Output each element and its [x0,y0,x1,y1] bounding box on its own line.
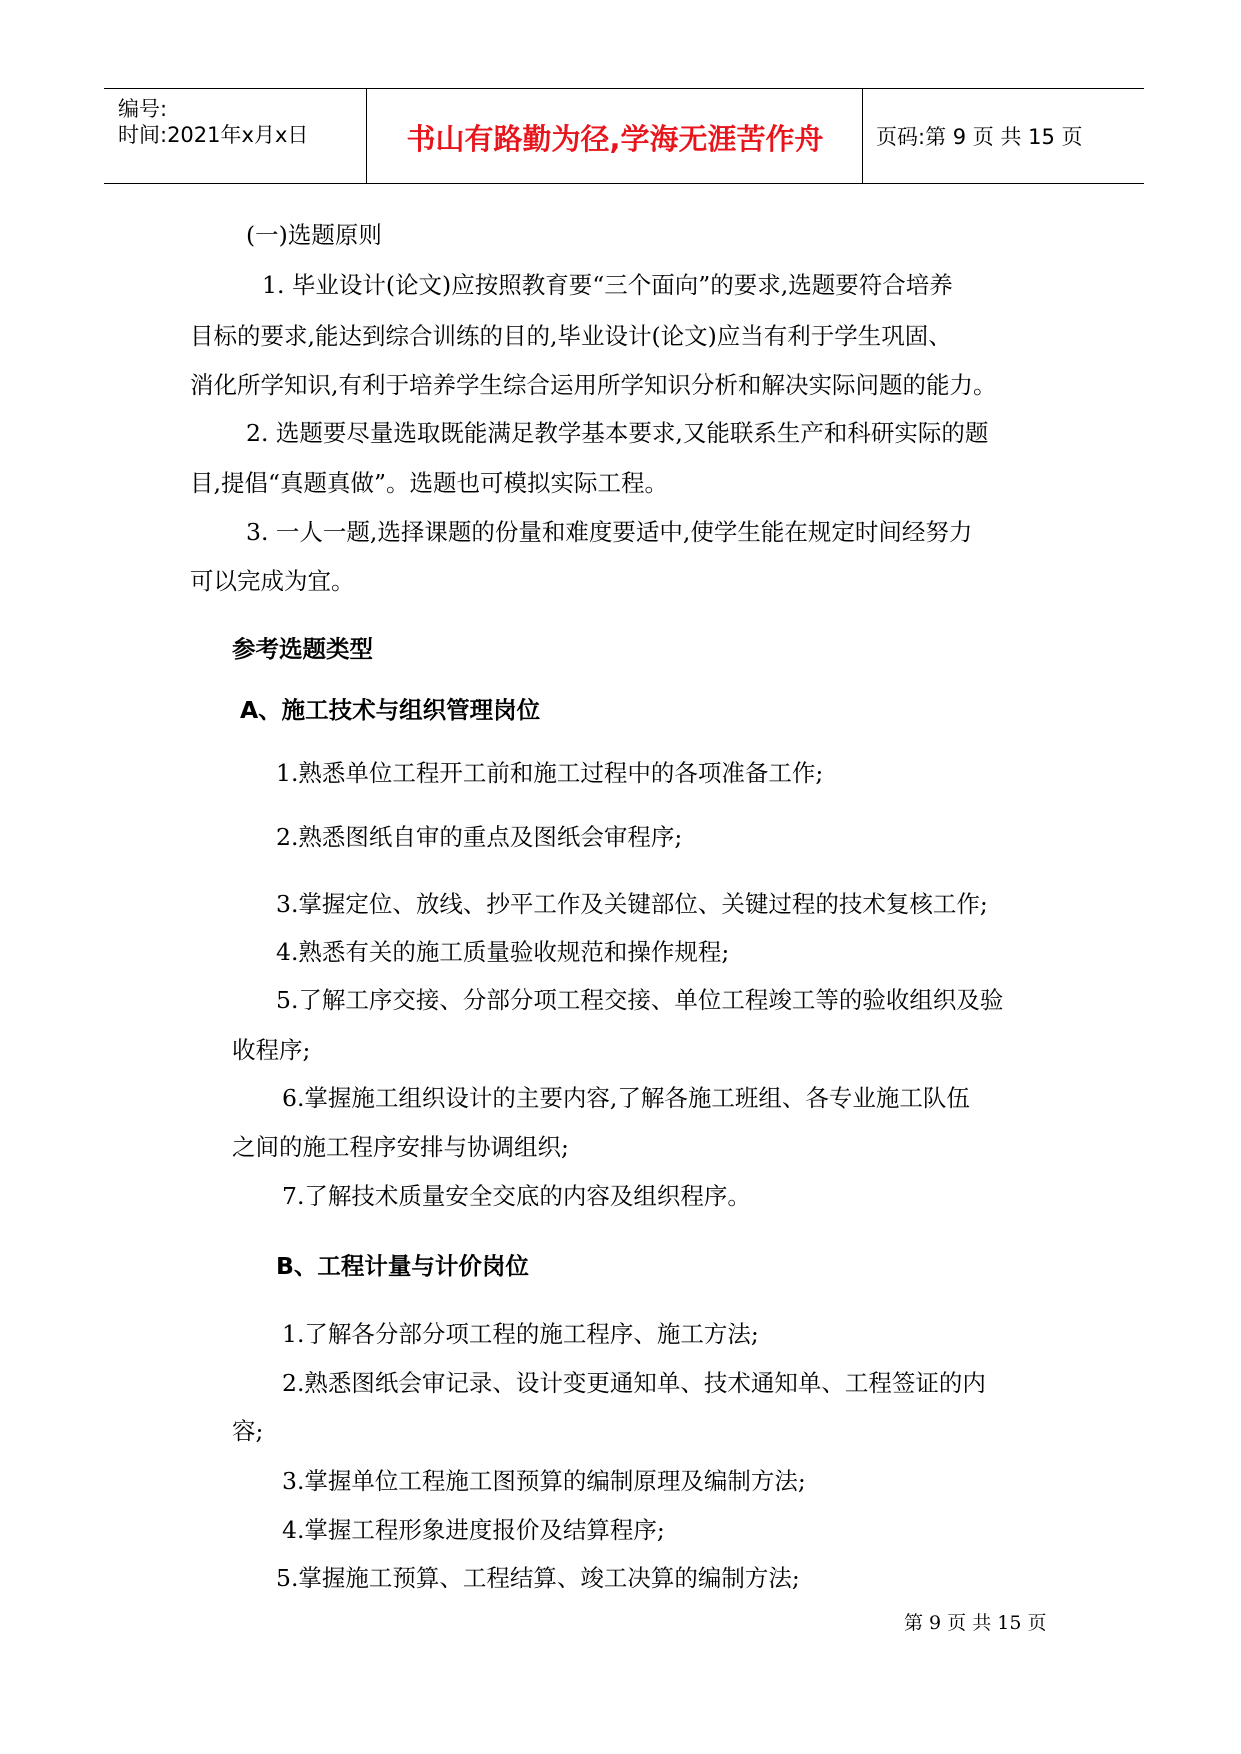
group-b-item-4: 4.掌握工程形象进度报价及结算程序; [282,1516,665,1544]
principle-1-line-3: 消化所学知识,有利于培养学生综合运用所学知识分析和解决实际问题的能力。 [190,371,997,399]
section-title: (一)选题原则 [246,221,382,249]
group-a-item-7: 7.了解技术质量安全交底的内容及组织程序。 [282,1182,751,1210]
header-page-cell [864,89,1144,183]
group-a-item-6-line-2: 之间的施工程序安排与协调组织; [232,1133,569,1161]
group-a-item-1: 1.熟悉单位工程开工前和施工过程中的各项准备工作; [276,759,824,787]
header-page-info: 页码:第 9 页 共 15 页 [876,125,1083,149]
group-a-item-6-line-1: 6.掌握施工组织设计的主要内容,了解各施工班组、各专业施工队伍 [282,1084,970,1112]
principle-1-line-1: 1. 毕业设计(论文)应按照教育要“三个面向”的要求,选题要符合培养 [262,271,953,299]
header-motto: 书山有路勤为径,学海无涯苦作舟 [406,122,824,156]
principle-3-line-2: 可以完成为宜。 [190,567,355,595]
group-b-item-2-line-1: 2.熟悉图纸会审记录、设计变更通知单、技术通知单、工程签证的内 [282,1369,986,1397]
reference-topics-heading: 参考选题类型 [232,635,373,663]
principle-3-line-1: 3. 一人一题,选择课题的份量和难度要适中,使学生能在规定时间经努力 [246,518,973,546]
group-a-item-3: 3.掌握定位、放线、抄平工作及关键部位、关键过程的技术复核工作; [276,890,988,918]
principle-2-line-2: 目,提倡“真题真做”。选题也可模拟实际工程。 [190,469,668,497]
group-b-item-1: 1.了解各分部分项工程的施工程序、施工方法; [282,1320,759,1348]
group-b-item-3: 3.掌握单位工程施工图预算的编制原理及编制方法; [282,1467,806,1495]
principle-2-line-1: 2. 选题要尽量选取既能满足教学基本要求,又能联系生产和科研实际的题 [246,419,989,447]
group-a-item-4: 4.熟悉有关的施工质量验收规范和操作规程; [276,938,730,966]
group-a-item-5-line-2: 收程序; [232,1036,311,1064]
group-a-item-5-line-1: 5.了解工序交接、分部分项工程交接、单位工程竣工等的验收组织及验 [276,986,1004,1014]
principle-1-line-2: 目标的要求,能达到综合训练的目的,毕业设计(论文)应当有利于学生巩固、 [190,322,952,350]
page-footer: 第 9 页 共 15 页 [904,1612,1047,1634]
document-time-label: 时间:2021年x月x日 [118,123,309,147]
group-b-item-5: 5.掌握施工预算、工程结算、竣工决算的编制方法; [276,1564,800,1592]
group-b-item-2-line-2: 容; [232,1417,264,1445]
group-a-item-2: 2.熟悉图纸自审的重点及图纸会审程序; [276,823,683,851]
page-header [104,88,1144,184]
document-number-label: 编号: [118,97,168,121]
group-a-heading: A、施工技术与组织管理岗位 [240,696,541,724]
header-meta-cell [104,89,367,183]
header-motto-cell [368,89,863,183]
group-b-heading: B、工程计量与计价岗位 [276,1252,529,1280]
